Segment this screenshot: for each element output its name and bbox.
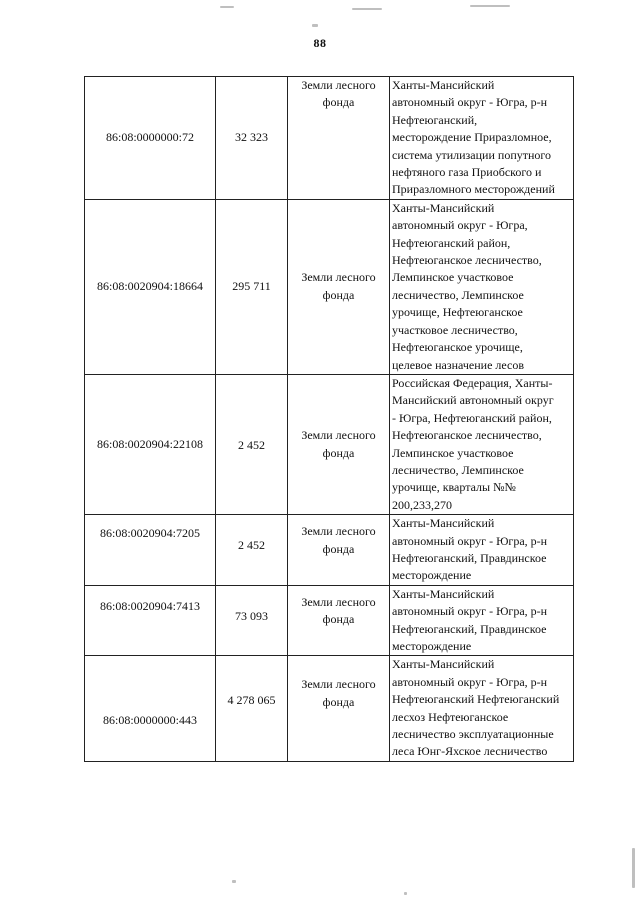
land-category-line: фонда bbox=[322, 287, 355, 302]
land-category-line: Земли лесного bbox=[301, 594, 376, 609]
location-line: нефтяного газа Приобского и bbox=[392, 165, 542, 180]
scan-speck bbox=[312, 24, 318, 27]
scan-speck bbox=[232, 880, 236, 883]
scan-speck bbox=[220, 6, 234, 8]
land-category-line: фонда bbox=[322, 95, 355, 110]
land-category-line: фонда bbox=[322, 445, 355, 460]
location-line: лесничество эксплуатационные bbox=[392, 727, 554, 742]
location-cell bbox=[390, 515, 574, 586]
location-line: месторождение bbox=[392, 639, 472, 653]
location-line: лесхоз Нефтеюганское bbox=[392, 709, 509, 724]
area-cell: 2 452 bbox=[216, 374, 288, 514]
land-category-cell bbox=[288, 199, 390, 374]
location-line: Нефтеюганский, Правдинское bbox=[392, 621, 547, 636]
land-category-line: Земли лесного bbox=[301, 270, 376, 285]
location-line: Нефтеюганское лесничество, bbox=[392, 428, 542, 443]
location-line: Ханты-Мансийский bbox=[392, 516, 495, 531]
location-line: Ханты-Мансийский bbox=[392, 78, 495, 92]
location-line: Нефтеюганский Нефтеюганский bbox=[392, 692, 560, 707]
table-row bbox=[85, 656, 574, 761]
land-plots-table bbox=[84, 76, 574, 762]
location-cell bbox=[390, 656, 574, 761]
cadastral-number-cell: 86:08:0020904:22108 bbox=[85, 374, 216, 514]
table-row bbox=[85, 585, 574, 656]
location-line: месторождение Приразломное, bbox=[392, 130, 552, 145]
cadastral-number-cell: 86:08:0020904:18664 bbox=[85, 199, 216, 374]
location-line: Лемпинское участковое bbox=[392, 445, 514, 460]
location-line: целевое назначение лесов bbox=[392, 357, 525, 372]
land-category-line: Земли лесного bbox=[301, 524, 376, 539]
land-category-line: фонда bbox=[322, 612, 355, 627]
location-line: автономный округ - Югра, р-н bbox=[392, 95, 548, 110]
scan-speck bbox=[470, 5, 510, 7]
location-line: Нефтеюганское лесничество, bbox=[392, 253, 542, 268]
location-line: участковое лесничество, bbox=[392, 322, 518, 337]
table-row bbox=[85, 374, 574, 514]
location-line: Ханты-Мансийский bbox=[392, 586, 495, 601]
land-category-line: Земли лесного bbox=[301, 78, 376, 92]
location-line: Ханты-Мансийский bbox=[392, 657, 495, 672]
land-category-cell bbox=[288, 585, 390, 656]
location-line: лесничество, Лемпинское bbox=[392, 462, 524, 477]
location-cell bbox=[390, 199, 574, 374]
location-line: - Югра, Нефтеюганский район, bbox=[392, 410, 552, 425]
land-category-cell bbox=[288, 656, 390, 761]
area-cell: 73 093 bbox=[216, 585, 288, 656]
land-category-cell bbox=[288, 374, 390, 514]
location-line: автономный округ - Югра, р-н bbox=[392, 604, 548, 619]
cadastral-number-cell: 86:08:0000000:443 bbox=[85, 656, 216, 761]
cadastral-number-cell: 86:08:0020904:7413 bbox=[85, 585, 216, 656]
land-category-line: фонда bbox=[322, 694, 355, 709]
scan-speck bbox=[404, 892, 407, 895]
table-row bbox=[85, 199, 574, 374]
page-number: 88 bbox=[313, 36, 327, 50]
land-category-cell bbox=[288, 515, 390, 586]
location-line: Приразломного месторождений bbox=[392, 182, 555, 197]
location-line: Российская Федерация, Ханты- bbox=[392, 375, 553, 390]
location-line: Нефтеюганский район, bbox=[392, 235, 511, 250]
area-cell: 32 323 bbox=[216, 77, 288, 200]
location-line: урочище, кварталы №№ bbox=[392, 480, 516, 495]
location-cell bbox=[390, 585, 574, 656]
location-cell bbox=[390, 374, 574, 514]
land-category-line: фонда bbox=[322, 541, 355, 556]
location-line: автономный округ - Югра, р-н bbox=[392, 674, 548, 689]
location-line: Ханты-Мансийский bbox=[392, 200, 495, 215]
location-line: урочище, Нефтеюганское bbox=[392, 305, 523, 320]
location-line: Мансийский автономный округ bbox=[392, 393, 554, 408]
land-category-cell bbox=[288, 77, 390, 200]
area-cell: 4 278 065 bbox=[216, 656, 288, 761]
location-line: месторождение bbox=[392, 568, 472, 583]
table-row bbox=[85, 515, 574, 586]
location-line: Нефтеюганский, bbox=[392, 112, 478, 127]
location-line: Нефтеюганский, Правдинское bbox=[392, 550, 547, 565]
location-line: лесничество, Лемпинское bbox=[392, 287, 524, 302]
land-category-line: Земли лесного bbox=[301, 428, 376, 443]
location-line: леса Юнг-Яхское лесничество bbox=[392, 744, 548, 759]
area-cell: 2 452 bbox=[216, 515, 288, 586]
location-line: Лемпинское участковое bbox=[392, 270, 514, 285]
location-line: автономный округ - Югра, bbox=[392, 218, 528, 233]
location-line: Нефтеюганское урочище, bbox=[392, 340, 523, 355]
area-cell: 295 711 bbox=[216, 199, 288, 374]
location-line: система утилизации попутного bbox=[392, 147, 552, 162]
cadastral-number-cell: 86:08:0000000:72 bbox=[85, 77, 216, 200]
table-row bbox=[85, 77, 574, 200]
location-line: автономный округ - Югра, р-н bbox=[392, 533, 548, 548]
scan-speck bbox=[352, 8, 382, 10]
location-line: 200,233,270 bbox=[392, 497, 452, 512]
location-cell bbox=[390, 77, 574, 200]
cadastral-number-cell: 86:08:0020904:7205 bbox=[85, 515, 216, 586]
land-category-line: Земли лесного bbox=[301, 677, 376, 692]
scan-speck bbox=[632, 848, 635, 888]
